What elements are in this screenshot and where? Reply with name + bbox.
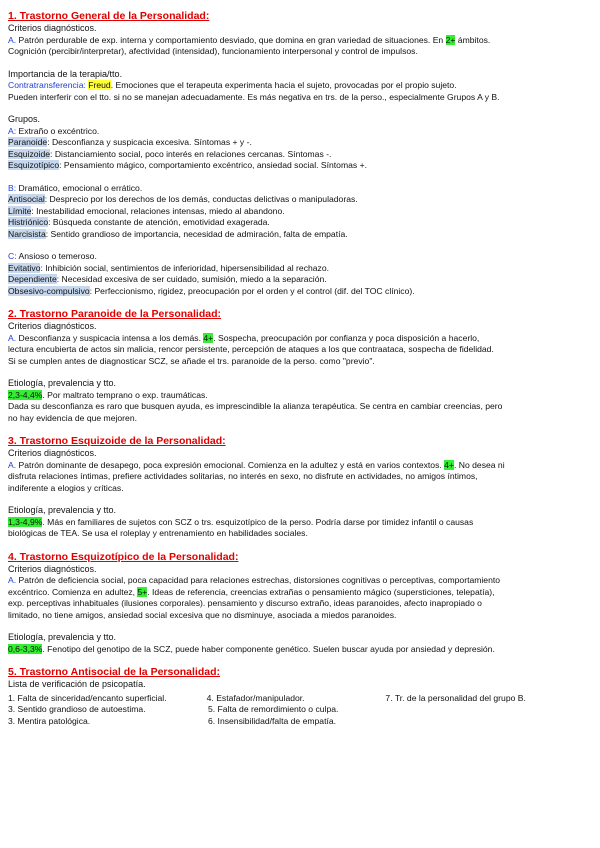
section-title: 3. Trastorno Esquizoide de la Personalidad:: [8, 435, 226, 447]
criterion-letter: A.: [8, 575, 17, 585]
disorder-term: Obsesivo-compulsivo: [8, 285, 90, 296]
section-title: 5. Trastorno Antisocial de la Personalidad:: [8, 666, 220, 678]
count-badge: 2+: [445, 34, 456, 45]
etiology: 2,3-4,4%. Por maltrato temprano o exp. traumáticas.: [8, 389, 208, 400]
criterion-a-line3: indiferente a elogios y críticas.: [8, 482, 124, 493]
group-letter: B:: [8, 182, 17, 193]
author-badge: Freud: [88, 80, 111, 90]
etiology-label: Etiología, prevalencia y tto.: [8, 632, 117, 642]
disorder-term: Histriónico: [8, 217, 49, 227]
criterion-a-line3: exp. perceptivas inhabituales (ilusiones corporales). pensamiento y discurso extraño, ideas paranoides, afecto inapropiado o: [8, 598, 482, 608]
criterion-letter: A.: [8, 34, 17, 45]
countertransference: Contratransferencia: Freud. Emociones que el terapeuta experimenta hacia el sujeto, provocadas por el propio sujeto.: [8, 80, 457, 90]
criterion-a-line4: limitado, no tiene amigos, ansiedad social excesiva que no disminuye, asociada a miedos paranoides.: [8, 609, 397, 620]
list-item: Histriónico: Búsqueda constante de atención, emotividad exagerada.: [8, 217, 270, 227]
list-item: Dependiente: Necesidad excesiva de ser cuidado, sumisión, miedo a la separación.: [8, 274, 327, 284]
list-item: Evitativo: Inhibición social, sentimientos de inferioridad, hipersensibilidad al rechazo.: [8, 262, 330, 273]
list-item: Antisocial: Desprecio por los derechos de los demás, conductas delictivas o manipuladoras.: [8, 194, 358, 204]
etiology-label: Etiología, prevalencia y tto.: [8, 378, 117, 388]
disorder-term: Evitativo: [8, 262, 41, 273]
criterion-a-line2: Cognición (percibir/interpretar), afectividad (intensidad), funcionamiento interpersonal y control de impulsos.: [8, 46, 418, 56]
etiology-line3: no hay evidencia de que mejoren.: [8, 412, 137, 423]
section-antisocial: [8, 666, 594, 727]
criterion-letter: A.: [8, 332, 17, 343]
therapy-label: Importancia de la terapia/tto.: [8, 68, 123, 79]
disorder-term: Narcisista: [8, 228, 46, 239]
criterion-a-line3: Si se cumplen antes de diagnosticar SCZ, se añade el trs. paranoide de la perso. como "previo".: [8, 355, 375, 366]
etiology: 1,3-4,9%. Más en familiares de sujetos con SCZ o trs. esquizotípico de la perso. Podría darse por timidez infantil o causas: [8, 516, 474, 527]
group-a-title: A: Extraño o excéntrico.: [8, 125, 100, 136]
section-general: [8, 10, 594, 297]
disorder-term: Límite: [8, 205, 32, 216]
checklist-label: Lista de verificación de psicopatía.: [8, 679, 146, 689]
criterion-a-line2: lectura encubierta de actos sin malicia, rencor persistente, percepción de ataques a los que contraataca, sospecha de fidelidad.: [8, 344, 494, 354]
etiology-label: Etiología, prevalencia y tto.: [8, 505, 117, 515]
list-item: Esquizotípico: Pensamiento mágico, comportamiento excéntrico, ansiedad social. Síntomas +.: [8, 160, 367, 170]
criterion-a: A. Patrón de deficiencia social, poca capacidad para relaciones estrechas, distorsiones cognitivas o perceptivas, comportamiento: [8, 575, 501, 585]
section-title: 2. Trastorno Paranoide de la Personalidad:: [8, 308, 221, 320]
disorder-term: Antisocial: [8, 194, 45, 204]
checklist-item: 5. Falta de remordimiento o culpa.: [208, 704, 339, 714]
criterion-a: A. Patrón perdurable de exp. interna y comportamiento desviado, que domina en gran variedad de situaciones. En 2+ ámbitos.: [8, 34, 491, 45]
prevalence-badge: 0,6-3,3%: [8, 643, 43, 654]
criteria-label: Criterios diagnósticos.: [8, 23, 97, 33]
list-item: Límite: Inestabilidad emocional, relaciones intensas, miedo al abandono.: [8, 205, 285, 216]
disorder-term: Esquizoide: [8, 148, 51, 159]
psychopathy-checklist: [8, 693, 594, 728]
criterion-a: A. Patrón dominante de desapego, poca expresión emocional. Comienza en la adultez y está en varios contextos. 4+. No desea ni: [8, 459, 505, 470]
countertransference-term: Contratransferencia:: [8, 80, 86, 90]
disorder-term: Esquizotípico: [8, 160, 60, 170]
criterion-a-line2: excéntrico. Comienza en adultez, 5+. Ideas de referencia, creencias extrañas o pensamiento mágico (supersticiones, telepatía),: [8, 586, 495, 597]
criteria-label: Criterios diagnósticos.: [8, 448, 97, 458]
section-schizoid: [8, 435, 594, 540]
checklist-item: 4. Estafador/manipulador.: [206, 692, 305, 703]
checklist-item: 7. Tr. de la personalidad del grupo B.: [385, 692, 526, 703]
section-title: 1. Trastorno General de la Personalidad:: [8, 10, 210, 22]
checklist-item: 3. Mentira patológica.: [8, 715, 91, 726]
countertransference-line2: Pueden interferir con el tto. si no se manejan adecuadamente. Es más negativa en trs. de la perso., especialmente Grupos A y B.: [8, 91, 500, 102]
etiology: 0,6-3,3%. Fenotipo del genotipo de la SCZ, puede haber componente genético. Suelen buscar ayuda por ansiedad y depresión.: [8, 643, 495, 654]
criterion-letter: A.: [8, 459, 17, 470]
checklist-item: 6. Insensibilidad/falta de empatía.: [208, 715, 337, 726]
list-item: Esquizoide: Distanciamiento social, poco interés en relaciones cercanas. Síntomas -.: [8, 148, 332, 159]
group-b-title: B: Dramático, emocional o errático.: [8, 182, 143, 193]
list-item: Obsesivo-compulsivo: Perfeccionismo, rigidez, preocupación por el orden y el control (dif. del TOC clínico).: [8, 285, 415, 296]
count-badge: 5+: [137, 586, 148, 597]
checklist-item: 1. Falta de sinceridad/encanto superficial.: [8, 692, 167, 703]
criterion-a: A. Desconfianza y suspicacia intensa a los demás. 4+. Sospecha, preocupación por confianza y poca disposición a hacerlo,: [8, 332, 480, 343]
count-badge: 4+: [444, 459, 454, 470]
disorder-term: Dependiente: [8, 274, 57, 284]
prevalence-badge: 2,3-4,4%: [8, 389, 43, 400]
groups-label: Grupos.: [8, 114, 41, 124]
list-item: Paranoide: Desconfianza y suspicacia excesiva. Síntomas + y -.: [8, 137, 252, 147]
criterion-a-line2: disfruta relaciones íntimas, prefiere actividades solitarias, no interés en sexo, no disfrute en actividades, no amigos íntimos,: [8, 471, 478, 481]
group-letter: C:: [8, 251, 17, 261]
checklist-item: 3. Sentido grandioso de autoestima.: [8, 704, 146, 714]
disorder-term: Paranoide: [8, 137, 48, 147]
group-c-title: C: Ansioso o temeroso.: [8, 251, 97, 261]
count-badge: 4+: [203, 332, 214, 343]
etiology-line2: biológicas de TEA. Se usa el roleplay y entrenamiento en habilidades sociales.: [8, 528, 308, 538]
criteria-label: Criterios diagnósticos.: [8, 563, 97, 574]
group-letter: A:: [8, 125, 17, 136]
criteria-label: Criterios diagnósticos.: [8, 321, 97, 331]
section-schizotypal: [8, 551, 594, 656]
list-item: Narcisista: Sentido grandioso de importancia, necesidad de admiración, falta de empatía.: [8, 228, 348, 239]
etiology-line2: Dada su desconfianza es raro que busquen ayuda, es imprescindible la alianza terapéutica. Se centra en cambiar creencias, pero: [8, 401, 503, 411]
prevalence-badge: 1,3-4,9%: [8, 516, 43, 527]
section-paranoid: [8, 308, 594, 424]
section-title: 4. Trastorno Esquizotípico de la Personalidad:: [8, 550, 239, 563]
